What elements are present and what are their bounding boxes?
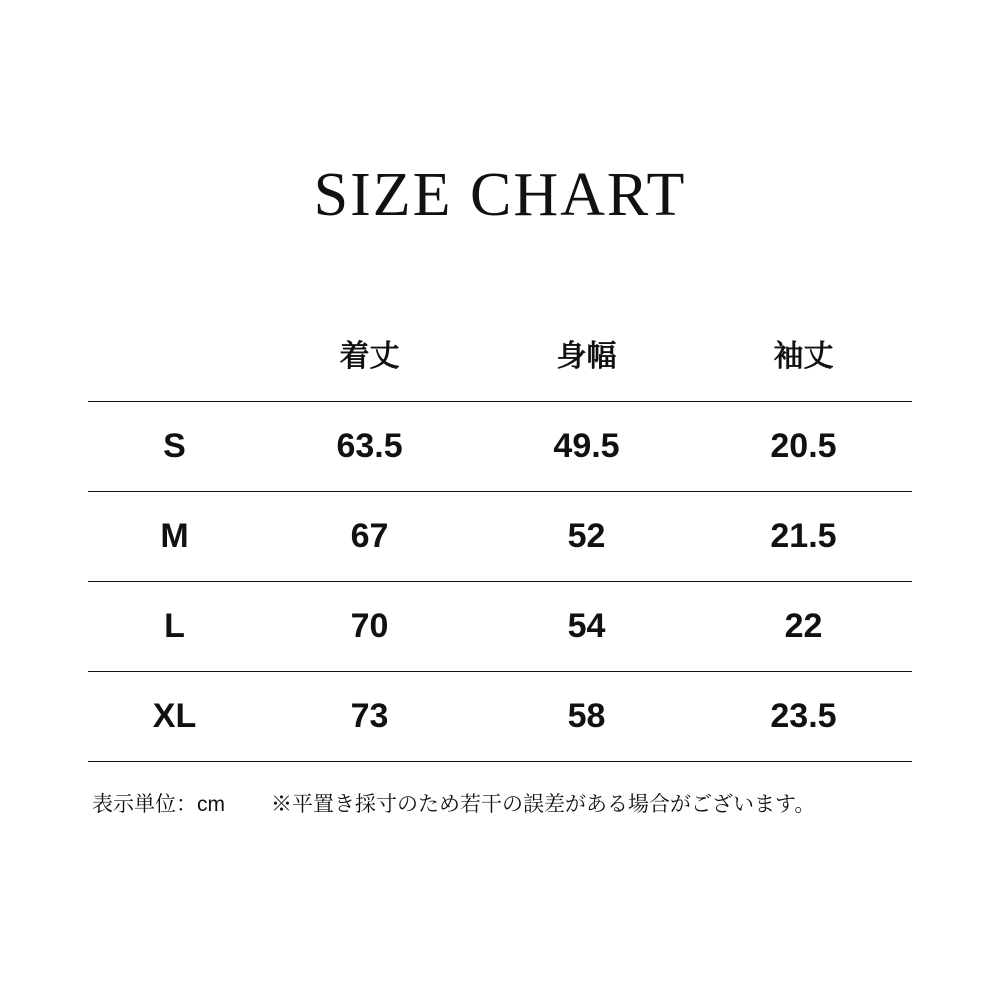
cell-width: 58	[567, 697, 606, 735]
row-size-label: S	[163, 427, 186, 465]
table-body	[88, 402, 912, 762]
cell-sleeve: 22	[784, 607, 823, 645]
table-row	[88, 672, 912, 762]
table-header-row	[88, 330, 912, 402]
cell-sleeve: 23.5	[770, 697, 837, 735]
table-header-sleeve: 袖丈	[773, 340, 834, 373]
table-header-width: 身幅	[556, 340, 617, 373]
cell-width: 49.5	[553, 427, 620, 465]
page-title: SIZE CHART	[313, 161, 687, 229]
cell-width: 52	[567, 517, 606, 555]
cell-length: 73	[350, 697, 389, 735]
cell-length: 70	[350, 607, 389, 645]
table-header-corner	[88, 330, 261, 402]
size-table-container	[88, 330, 912, 762]
cell-sleeve: 20.5	[770, 427, 837, 465]
table-header-length: 着丈	[339, 340, 400, 373]
table-row	[88, 492, 912, 582]
row-size-label: XL	[152, 697, 197, 735]
cell-length: 67	[350, 517, 389, 555]
footnote-note: ※平置き採寸のため若干の誤差がある場合がございます。	[271, 793, 816, 816]
row-size-label: M	[160, 517, 189, 555]
row-size-label: L	[164, 607, 185, 645]
cell-sleeve: 21.5	[770, 517, 837, 555]
cell-width: 54	[567, 607, 606, 645]
footnote	[92, 788, 922, 818]
table-row	[88, 582, 912, 672]
table-header	[88, 330, 912, 402]
table-row	[88, 402, 912, 492]
cell-length: 63.5	[336, 427, 403, 465]
footnote-unit: 表示単位：cm	[92, 793, 225, 816]
size-table	[88, 330, 912, 762]
